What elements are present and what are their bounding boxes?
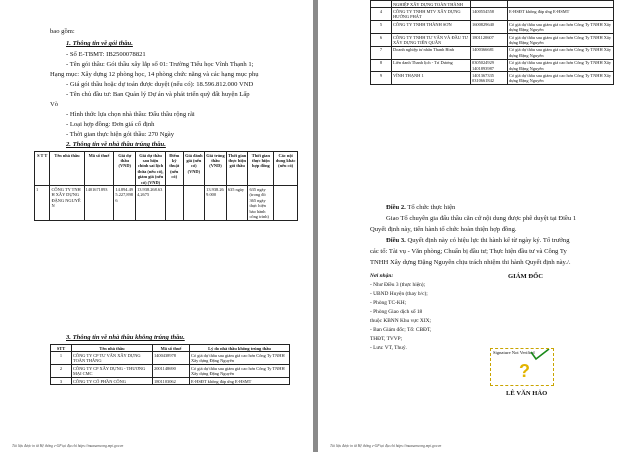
table-cell: 8 [371, 59, 392, 72]
section-1-title: 1. Thông tin về gói thầu. [66, 40, 133, 47]
svg-text:?: ? [519, 361, 530, 381]
table-cell: 9 [371, 72, 392, 85]
section-1-line: Hạng mục: Xây dựng 12 phòng học, 14 phòng chức năng và các hạng mục phụ [50, 71, 259, 78]
table-cell: 635 ngày (trong đó 365 ngày thực hiện bảo hành công trình) [248, 186, 274, 220]
section-2-title: 2. Thông tin về nhà thầu trúng thầu. [66, 141, 166, 148]
table-cell: CÔNG TY TNHH TƯ VẤN VÀ ĐẦU TƯ XÂY DỰNG TIẾN QUÂN [392, 34, 471, 47]
table-row [371, 8, 614, 21]
article-2-label: Điều 2. [386, 204, 406, 211]
table-cell: 13.938.269.000 [205, 186, 227, 220]
table-cell: CÔNG TY CỔ PHẦN CÔNG [72, 378, 153, 385]
table-header-cell: Tên nhà thầu [72, 345, 153, 352]
article-3-line: các tổ: Tài vụ - Văn phòng; Chuẩn bị đầu tư; Thực hiện đầu tư và Công Ty [370, 248, 567, 255]
article-2-heading [386, 204, 455, 212]
table-header-cell: Mã số thuế [153, 345, 190, 352]
table-cell: Doanh nghiệp tư nhân Thanh Bình [392, 46, 471, 59]
table-row [371, 59, 614, 72]
table-cell: CÔNG TY TNHH XÂY DỰNG ĐẶNG NGUYÊN [50, 186, 84, 220]
section-1-line: Vò [50, 101, 59, 108]
article-2-line: Giao Tổ chuyên gia đấu thầu căn cứ nội dung được phê duyệt tại Điều 1 [386, 215, 577, 222]
table-cell: 5 [371, 21, 392, 34]
table-row [51, 365, 290, 378]
table-cell [183, 186, 205, 220]
document-page-right [318, 0, 640, 452]
document-page-left [0, 0, 313, 452]
loser-table-continued [370, 0, 614, 85]
table-header-cell: Thời gian thực hiện hợp đồng [248, 152, 274, 186]
table-cell: 4 [371, 8, 392, 21]
table-cell: Có giá dự thầu sau giảm giá cao hơn Công Ty TNHH Xây dựng Đặng Nguyên [190, 352, 290, 365]
recipient-item: thuộc KBNN Khu vực XIX; [370, 318, 432, 324]
table-header-cell: Tên nhà thầu [50, 152, 84, 186]
table-header-cell: Mã số thuế [84, 152, 114, 186]
table-cell [508, 1, 614, 8]
recipient-item: - Lưu: VT, Thuý. [370, 345, 407, 351]
table-row [51, 378, 290, 385]
table-cell: Có giá dự thầu sau giảm giá cao hơn Công Ty TNHH Xây dựng Đặng Nguyên [508, 21, 614, 34]
table-cell: NGHIỆP XÂY DỰNG TOÀN THÀNH [392, 1, 471, 8]
table-header-cell: Giá trúng thầu (VND) [205, 152, 227, 186]
table-cell: CÔNG TY CP XÂY DỰNG - THƯƠNG MẠI CMC [72, 365, 153, 378]
signature-check-icon [491, 349, 553, 385]
table-header-cell: Giá dự thầu sau hiệu chỉnh sai lệch thừa (nếu có), giảm giá (nếu có) (VND) [137, 152, 164, 185]
recipients-title: Nơi nhận: [370, 273, 394, 279]
table-cell: 1801120607 [471, 34, 508, 47]
article-3-line-first [386, 237, 570, 245]
table-row [371, 46, 614, 59]
table-cell: 1400366681 [471, 46, 508, 59]
article-3-line: TNHH Xây dựng Đặng Nguyên chịu trách nhiệm thi hành Quyết định này./. [370, 259, 571, 266]
table-cell: 1400554558 [471, 8, 508, 21]
table-cell: 1801103062 [153, 378, 190, 385]
signature-status: Signature Not Verified [493, 350, 535, 355]
section-1-line: - Loại hợp đồng: Đơn giá cố định [66, 121, 155, 128]
table-header-cell: Các nội dung khác (nếu có) [274, 152, 298, 186]
table-cell: CÔNG TY TNHH MTV XÂY DỰNG HƯỚNG PHÁT [392, 8, 471, 21]
table-cell: 1401367335 0310661842 [471, 72, 508, 85]
table-row [51, 352, 290, 365]
table-cell: 1600829640 [471, 21, 508, 34]
signer-title: GIÁM ĐỐC [508, 273, 543, 280]
table-cell: Có giá dự thầu sau giảm giá cao hơn Công Ty TNHH Xây dựng Đặng Nguyên [508, 72, 614, 85]
table-cell: Liên danh Thanh lịch - Trí Dương [392, 59, 471, 72]
table-cell: 3 [51, 378, 72, 385]
table-row [35, 186, 298, 220]
table-row [371, 34, 614, 47]
table-cell: E-HSĐT không đáp ứng E-HSMT [508, 8, 614, 21]
table-cell: Có giá dự thầu sau giảm giá cao hơn Công Ty TNHH Xây dựng Đặng Nguyên [508, 34, 614, 47]
loser-table [50, 344, 290, 385]
table-cell [274, 186, 298, 220]
section-1-line: - Thời gian thực hiện gói thầu: 270 Ngày [66, 131, 175, 138]
table-cell: 2 [51, 365, 72, 378]
table-cell [471, 1, 508, 8]
table-header-cell: STT [51, 345, 72, 352]
table-row [371, 72, 614, 85]
recipient-item: - Phòng TC-KH; [370, 300, 407, 306]
section-3-title: 3. Thông tin về nhà thầu không trúng thầu. [66, 334, 185, 341]
table-cell: VĨNH THẠNH 1 [392, 72, 471, 85]
table-cell: Có giá dự thầu sau giảm giá cao hơn Công Ty TNHH Xây dựng Đặng Nguyên [508, 46, 614, 59]
recipient-item: - Ban Giám đốc; Tổ: CBĐT, [370, 327, 432, 333]
table-cell: 0305024929 1401893987 [471, 59, 508, 72]
article-2-line: Quyết định này, tiến hành tổ chức hoàn thiện hợp đồng. [370, 226, 517, 233]
table-cell: 7 [371, 46, 392, 59]
page-footer: Tài liệu được in từ Hệ thống e-GP tại địa chỉ https://muasamcong.mpi.gov.vn [330, 444, 442, 448]
section-1-line: - Tên gói thầu: Gói thầu xây lắp số 01: Trường Tiểu học Vĩnh Thạnh 1; [66, 61, 254, 68]
table-header-cell: Lý do nhà thầu không trúng thầu [190, 345, 290, 352]
table-cell: 1401671893 [84, 186, 114, 220]
table-header-row [35, 152, 298, 186]
table-cell: 6 [371, 34, 392, 47]
table-cell: 1 [35, 186, 50, 220]
table-cell: E-HSĐT không đáp ứng E-HSMT [190, 378, 290, 385]
table-row [371, 1, 614, 8]
table-cell: CÔNG TY TNHH THÀNH SƠN [392, 21, 471, 34]
table-row [371, 21, 614, 34]
signer-name: LÊ VĂN HẢO [506, 390, 548, 397]
recipient-item: - UBND Huyện (thay b/c); [370, 291, 428, 297]
table-header-cell: S T T [35, 152, 50, 186]
table-cell: 1 [51, 352, 72, 365]
digital-signature-box [490, 348, 554, 386]
recipient-item: - Phòng Giao dịch số 18 [370, 309, 423, 315]
article-3-label: Điều 3. [386, 237, 406, 244]
table-cell: Có giá dự thầu sau giảm giá cao hơn Công Ty TNHH Xây dựng Đặng Nguyên [190, 365, 290, 378]
table-cell: 14.894.495.227,8986 [114, 186, 136, 220]
recipient-item: - Như Điều 3 (thực hiện); [370, 282, 426, 288]
table-header-cell: Giá đánh giá (nếu có) (VND) [183, 152, 205, 186]
table-header-cell: Giá dự thầu (VND) [114, 152, 136, 186]
section-1-line: - Hình thức lựa chọn nhà thầu: Đấu thầu rộng rãi [66, 111, 195, 118]
table-header-cell: Điểm kỹ thuật (nếu có) [165, 152, 183, 186]
winner-table [34, 151, 298, 221]
intro-text: bao gồm: [50, 28, 75, 35]
table-cell: 13.938.268.634,2675 [136, 186, 166, 220]
section-1-line: - Tên chủ đầu tư: Ban Quản lý Dự án và phát triển quỹ đất huyện Lấp [66, 91, 250, 98]
article-2-title: Tổ chức thực hiện [407, 204, 456, 211]
table-cell: Có giá dự thầu sau giảm giá cao hơn Công Ty TNHH Xây dựng Đặng Nguyên [508, 59, 614, 72]
table-cell: 635 ngày [226, 186, 248, 220]
table-cell [165, 186, 183, 220]
table-cell: 1400438978 [153, 352, 190, 365]
table-cell [371, 1, 392, 8]
table-header-cell: Thời gian thực hiện gói thầu [226, 152, 248, 186]
article-3-text: Quyết định này có hiệu lực thi hành kể từ ngày ký. Tổ trưởng [407, 237, 570, 244]
table-cell: CÔNG TY CP TƯ VẤN XÂY DỰNG TOÀN THẮNG [72, 352, 153, 365]
page-footer: Tài liệu được in từ Hệ thống e-GP tại địa chỉ https://muasamcong.mpi.gov.vn [12, 444, 124, 448]
table-cell: 2001148690 [153, 365, 190, 378]
recipient-item: THĐT, TVVP; [370, 336, 403, 342]
section-1-line: - Số E-TBMT: IB2500078821 [66, 51, 146, 58]
section-1-line: - Giá gói thầu hoặc dự toán được duyệt (nếu có): 18.596.812.000 VND [66, 81, 254, 88]
table-header-row [51, 345, 290, 352]
